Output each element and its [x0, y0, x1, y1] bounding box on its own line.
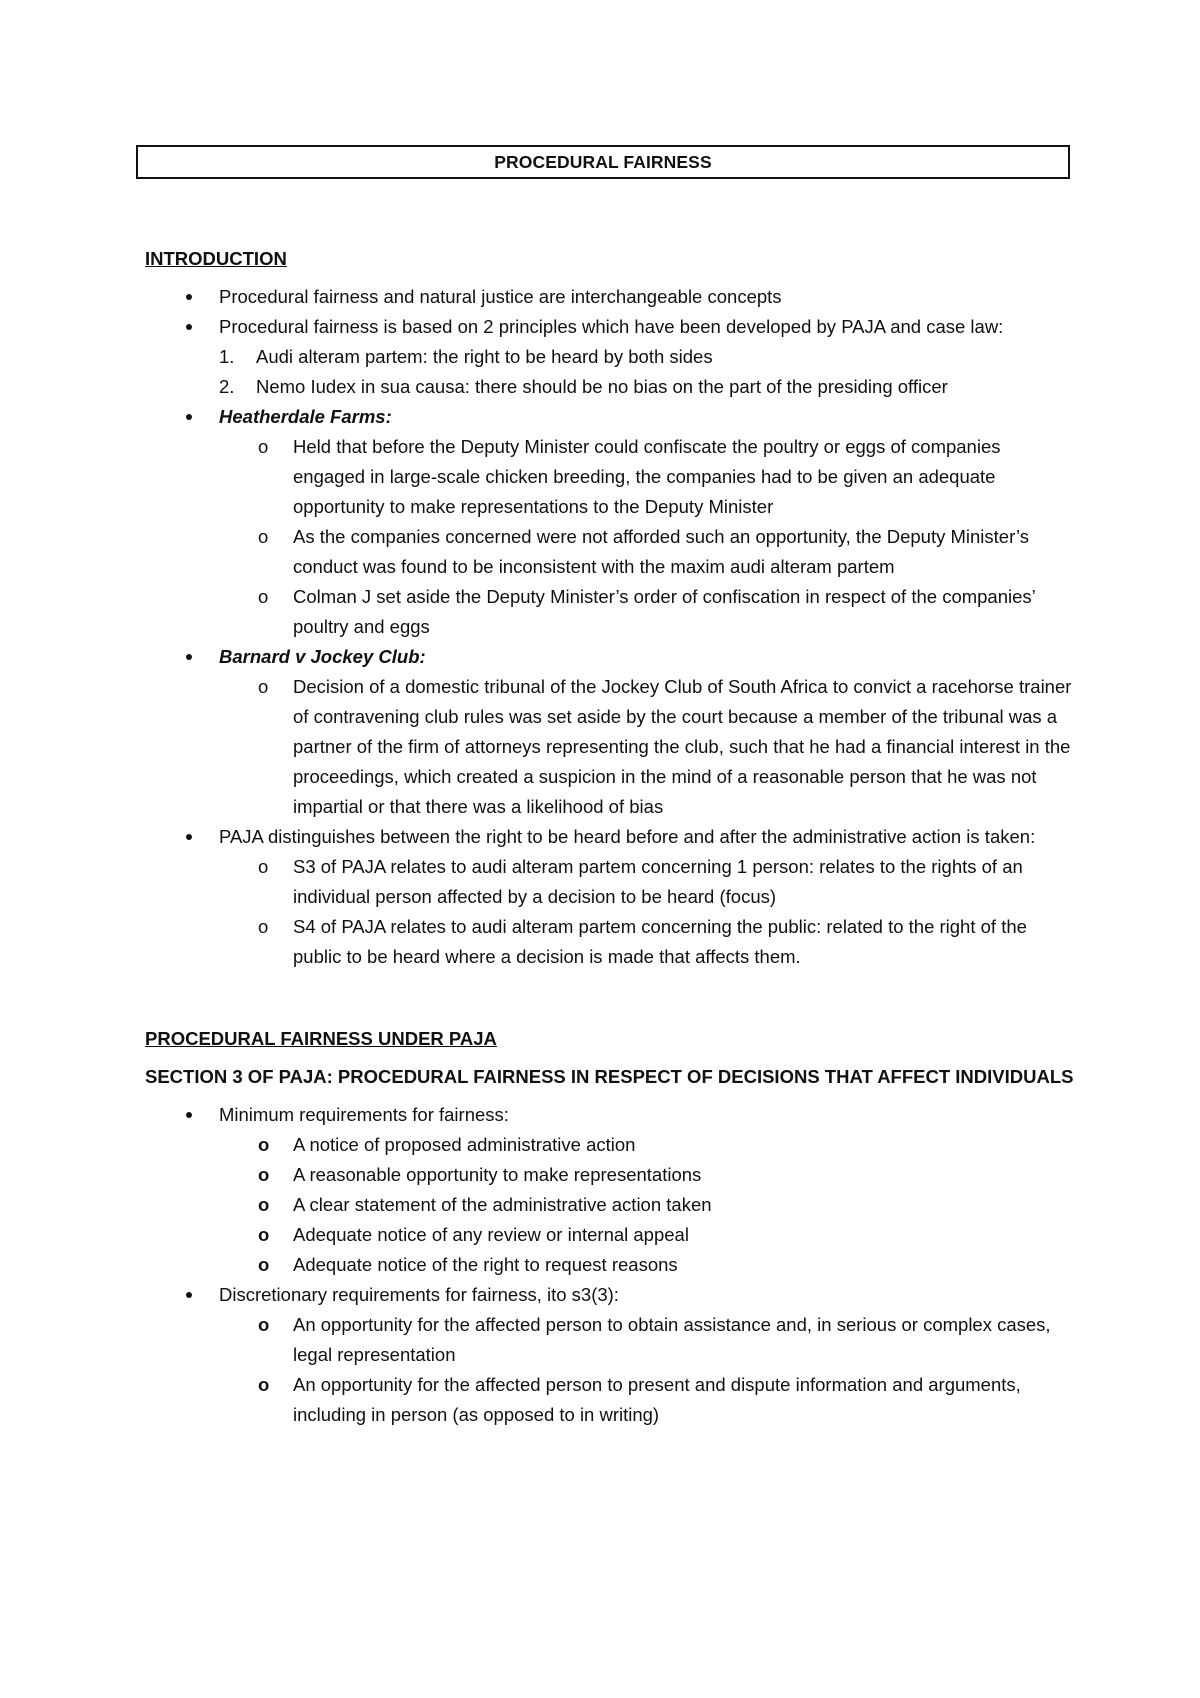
list-item-text: Nemo Iudex in sua causa: there should be no bias on the part of the presiding officer	[256, 376, 948, 397]
bullet-list-item	[145, 312, 1075, 342]
list-item-text: An opportunity for the affected person to present and dispute information and arguments, including in person (as opposed to in writing)	[293, 1374, 1021, 1425]
sub-list-item	[145, 1220, 1075, 1250]
sub-list-item	[145, 1190, 1075, 1220]
list-item-text: An opportunity for the affected person to obtain assistance and, in serious or complex cases, legal representation	[293, 1314, 1051, 1365]
sub-list-item	[145, 582, 1075, 642]
bullet-icon	[183, 1280, 195, 1310]
bullet-icon	[183, 1100, 195, 1130]
bullet-list-item	[145, 1280, 1075, 1310]
circle-bullet-icon: o	[258, 526, 269, 547]
circle-bullet-icon: o	[258, 1134, 270, 1155]
list-item-text: Audi alteram partem: the right to be heard by both sides	[256, 346, 713, 367]
circle-bullet-icon: o	[258, 1194, 270, 1215]
circle-bullet-icon: o	[258, 436, 269, 457]
bullet-icon	[183, 312, 195, 342]
bullet-list-item	[145, 822, 1075, 852]
list-item-text: Colman J set aside the Deputy Minister’s order of confiscation in respect of the companies’ poultry and eggs	[293, 586, 1036, 637]
bullet-icon	[183, 822, 195, 852]
circle-bullet-icon: o	[258, 1374, 270, 1395]
sub-list-item	[145, 912, 1075, 972]
paja-heading: PROCEDURAL FAIRNESS UNDER PAJA	[145, 1028, 497, 1049]
bullet-icon	[183, 642, 195, 672]
list-item-text: Adequate notice of the right to request reasons	[293, 1254, 678, 1275]
numbered-list-item	[145, 372, 1075, 402]
list-number: 1.	[219, 346, 235, 367]
circle-bullet-icon: o	[258, 1254, 270, 1275]
list-item-text: As the companies concerned were not afforded such an opportunity, the Deputy Minister’s conduct was found to be inconsistent with the maxim audi alteram partem	[293, 526, 1029, 577]
list-number: 2.	[219, 376, 235, 397]
bullet-list-item	[145, 282, 1075, 312]
list-item-text: A reasonable opportunity to make representations	[293, 1164, 702, 1185]
list-item-text: S4 of PAJA relates to audi alteram partem concerning the public: related to the right of the public to be heard where a decision is made that affects them.	[293, 916, 1027, 967]
list-item-text: Decision of a domestic tribunal of the Jockey Club of South Africa to convict a racehorse trainer of contravening club rules was set aside by the court because a member of the tribunal was a partner of the firm of attorneys representing the club, such that he had a financial interest in the proceedings, which created a suspicion in the mind of a reasonable person that he was not impartial or that there was a likelihood of bias	[293, 676, 1072, 817]
circle-bullet-icon: o	[258, 1164, 270, 1185]
list-item-text: Procedural fairness is based on 2 principles which have been developed by PAJA and case law:	[219, 316, 1004, 337]
section3-heading: SECTION 3 OF PAJA: PROCEDURAL FAIRNESS IN RESPECT OF DECISIONS THAT AFFECT INDIVIDUALS	[145, 1066, 1074, 1087]
case-list-item	[145, 642, 1075, 672]
circle-bullet-icon: o	[258, 856, 269, 877]
list-item-text: A clear statement of the administrative action taken	[293, 1194, 712, 1215]
sub-list-item	[145, 1250, 1075, 1280]
list-item-text: Adequate notice of any review or internal appeal	[293, 1224, 689, 1245]
list-item-text: Held that before the Deputy Minister could confiscate the poultry or eggs of companies engaged in large-scale chicken breeding, the companies had to be given an adequate opportunity to make representations to the Deputy Minister	[293, 436, 1001, 517]
sub-list-item	[145, 1370, 1075, 1430]
list-item-text: Heatherdale Farms:	[219, 406, 392, 427]
sub-list-item	[145, 852, 1075, 912]
bullet-icon	[183, 282, 195, 312]
intro-heading: INTRODUCTION	[145, 248, 287, 269]
numbered-list-item	[145, 342, 1075, 372]
list-item-text: Procedural fairness and natural justice are interchangeable concepts	[219, 286, 782, 307]
sub-list-item	[145, 1130, 1075, 1160]
circle-bullet-icon: o	[258, 1314, 270, 1335]
intro-list	[145, 282, 1075, 972]
page-title: PROCEDURAL FAIRNESS	[136, 145, 1070, 179]
sub-list-item	[145, 432, 1075, 522]
sub-list-item	[145, 1160, 1075, 1190]
bullet-icon	[183, 402, 195, 432]
case-list-item	[145, 402, 1075, 432]
list-item-text: A notice of proposed administrative action	[293, 1134, 636, 1155]
circle-bullet-icon: o	[258, 916, 269, 937]
list-item-text: Minimum requirements for fairness:	[219, 1104, 509, 1125]
list-item-text: S3 of PAJA relates to audi alteram partem concerning 1 person: relates to the rights of an individual person affected by a decision to be heard (focus)	[293, 856, 1023, 907]
sub-list-item	[145, 672, 1075, 822]
sub-list-item	[145, 1310, 1075, 1370]
circle-bullet-icon: o	[258, 1224, 270, 1245]
bullet-list-item	[145, 1100, 1075, 1130]
circle-bullet-icon: o	[258, 676, 269, 697]
document-body	[145, 244, 1075, 1430]
circle-bullet-icon: o	[258, 586, 269, 607]
sub-list-item	[145, 522, 1075, 582]
list-item-text: Discretionary requirements for fairness, ito s3(3):	[219, 1284, 619, 1305]
list-item-text: PAJA distinguishes between the right to be heard before and after the administrative action is taken:	[219, 826, 1036, 847]
list-item-text: Barnard v Jockey Club:	[219, 646, 426, 667]
paja-list	[145, 1100, 1075, 1430]
